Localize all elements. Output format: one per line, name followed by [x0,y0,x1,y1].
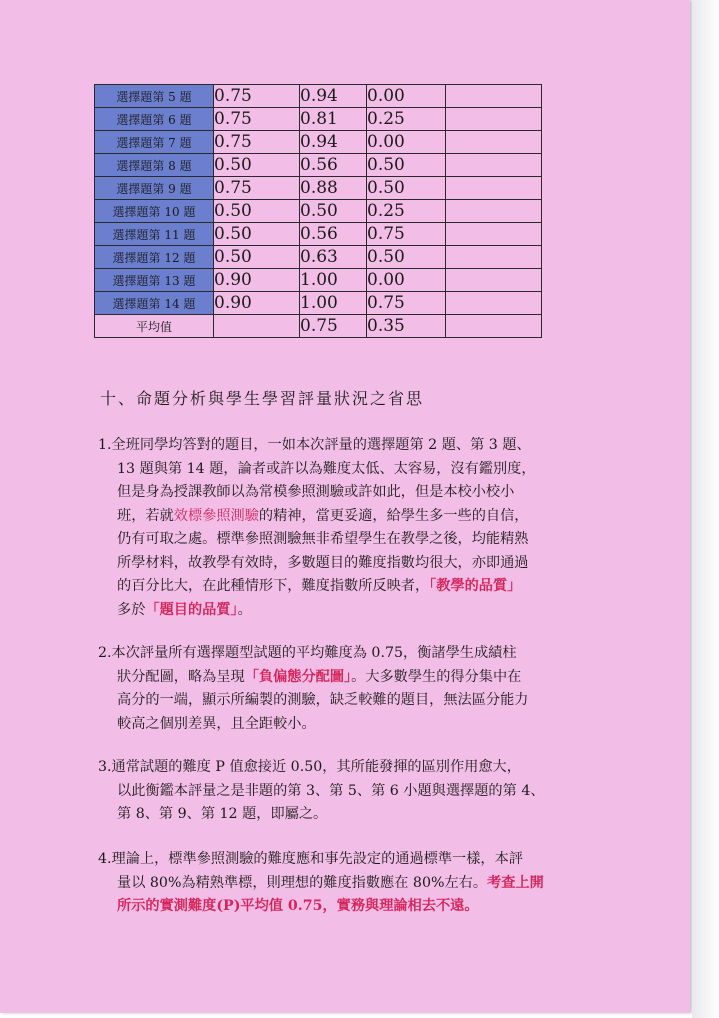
table-row [95,269,542,292]
paragraph-line: 所示的實測難度(P)平均值 0.75，實務與理論相去不遠。 [117,898,479,914]
text-segment: 。大多數學生的得分集中在 [351,668,522,685]
text-segment: 的精神，當更妥適，給學生多一些的自信， [258,507,529,524]
table-row [95,154,542,177]
difficulty-cell: 0.90 [214,292,300,315]
paragraph-line: 2.本次評量所有選擇題型試題的平均難度為 0.75，衡諸學生成績柱 [98,645,517,661]
item-label-cell: 平均值 [95,315,214,338]
item-analysis-table [94,84,542,338]
value-cell: 0.75 [300,315,367,338]
empty-cell [446,269,542,292]
value-cell: 0.94 [300,85,367,108]
item-label-cell: 選擇題第 12 題 [95,246,214,269]
difficulty-cell: 0.75 [214,177,300,200]
empty-cell [446,85,542,108]
value-cell: 0.63 [300,246,367,269]
paragraph-line [98,505,598,529]
empty-cell [446,223,542,246]
table-row [95,246,542,269]
value-cell: 0.75 [367,292,446,315]
empty-cell [446,131,542,154]
average-row [95,315,542,338]
table-row [95,108,542,131]
text-segment: 多於 [117,601,146,618]
value-cell: 1.00 [300,269,367,292]
paragraph-1 [98,434,598,622]
item-label-cell: 選擇題第 10 題 [95,200,214,223]
text-segment: 。 [237,601,252,618]
item-label-cell: 選擇題第 5 題 [95,85,214,108]
value-cell: 0.56 [300,154,367,177]
emphasis-text: 「題目的品質」 [145,601,238,618]
paragraph-line: 仍有可取之處。標準參照測驗無非希望學生在教學之後，均能精熟 [117,531,529,547]
item-label-cell: 選擇題第 8 題 [95,154,214,177]
value-cell: 0.50 [367,154,446,177]
paragraph-line: 較高之個別差異，且全距較小。 [117,715,316,732]
value-cell: 0.94 [300,131,367,154]
paragraph-line: 高分的一端，顯示所編製的測驗，缺乏較難的題目，無法區分能力 [117,692,529,708]
empty-cell [446,108,542,131]
emphasis-text: 考查上開 [487,874,544,891]
paragraph-line: 13 題與第 14 題，論者或許以為難度太低、太容易，沒有鑑別度， [117,460,536,477]
paragraph-line: 1.全班同學均答對的題目，一如本次評量的選擇題第 2 題、第 3 題、 [98,437,531,453]
table-row [95,292,542,315]
empty-cell [446,315,542,338]
table-row [95,223,542,246]
text-segment: 的百分比大，在此種情形下，難度指數所反映者， [117,578,430,594]
paragraph-2 [98,642,598,736]
item-label-cell: 選擇題第 9 題 [95,177,214,200]
difficulty-cell: 0.50 [214,200,300,223]
paragraph-line: 所學材料，故教學有效時，多數題目的難度指數均很大，亦即通過 [117,554,529,571]
value-cell: 0.50 [367,177,446,200]
paragraph-line: 但是身為授課教師以為常模參照測驗或許如此，但是本校小校小 [117,484,515,500]
emphasis-text: 「負偏態分配圖」 [244,668,352,685]
value-cell: 0.35 [367,315,446,338]
difficulty-cell: 0.50 [214,154,300,177]
paragraph-4 [98,848,598,919]
difficulty-cell: 0.90 [214,269,300,292]
paragraph-line [98,575,598,599]
value-cell: 0.25 [367,200,446,223]
scan-page-edge [692,0,719,1018]
empty-cell [446,292,542,315]
text-segment: 班，若就 [117,507,174,524]
value-cell: 1.00 [300,292,367,315]
value-cell: 0.00 [367,131,446,154]
paragraph-line [98,599,598,623]
empty-cell [446,177,542,200]
empty-cell [446,246,542,269]
difficulty-cell: 0.50 [214,223,300,246]
item-label-cell: 選擇題第 11 題 [95,223,214,246]
value-cell: 0.50 [367,246,446,269]
value-cell: 0.00 [367,269,446,292]
table-row [95,85,542,108]
difficulty-cell: 0.75 [214,131,300,154]
paragraph-line [98,666,598,690]
value-cell: 0.75 [367,223,446,246]
value-cell: 0.56 [300,223,367,246]
difficulty-cell [214,315,300,338]
difficulty-cell: 0.75 [214,108,300,131]
paragraph-line: 4.理論上，標準參照測驗的難度應和事先設定的通過標準一樣，本評 [98,851,523,867]
section-heading: 十、命題分析與學生學習評量狀況之省思 [100,389,425,408]
value-cell: 0.88 [300,177,367,200]
table-row [95,131,542,154]
paragraph-3 [98,756,598,827]
text-segment: 狀分配圖，略為呈現 [117,668,245,685]
paragraph-line: 3.通常試題的難度 P 值愈接近 0.50，其所能發揮的區別作用愈大， [98,759,521,775]
item-label-cell: 選擇題第 7 題 [95,131,214,154]
item-label-cell: 選擇題第 13 題 [95,269,214,292]
emphasis-text: 「教學的品質」 [429,578,522,594]
difficulty-cell: 0.50 [214,246,300,269]
empty-cell [446,200,542,223]
value-cell: 0.25 [367,108,446,131]
paragraph-line: 第 8、第 9、第 12 題，即屬之。 [117,806,328,822]
item-label-cell: 選擇題第 14 題 [95,292,214,315]
paragraph-line: 以此衡鑑本評量之是非題的第 3、第 5、第 6 小題與選擇題的第 4、 [117,782,545,799]
value-cell: 0.81 [300,108,367,131]
paragraph-line [98,872,598,896]
value-cell: 0.00 [367,85,446,108]
text-segment: 量以 80%為精熟準標，則理想的難度指數應在 80%左右。 [117,874,488,891]
table-row [95,177,542,200]
empty-cell [446,154,542,177]
table-row [95,200,542,223]
item-label-cell: 選擇題第 6 題 [95,108,214,131]
difficulty-cell: 0.75 [214,85,300,108]
emphasis-text: 效標參照測驗 [173,507,259,524]
value-cell: 0.50 [300,200,367,223]
